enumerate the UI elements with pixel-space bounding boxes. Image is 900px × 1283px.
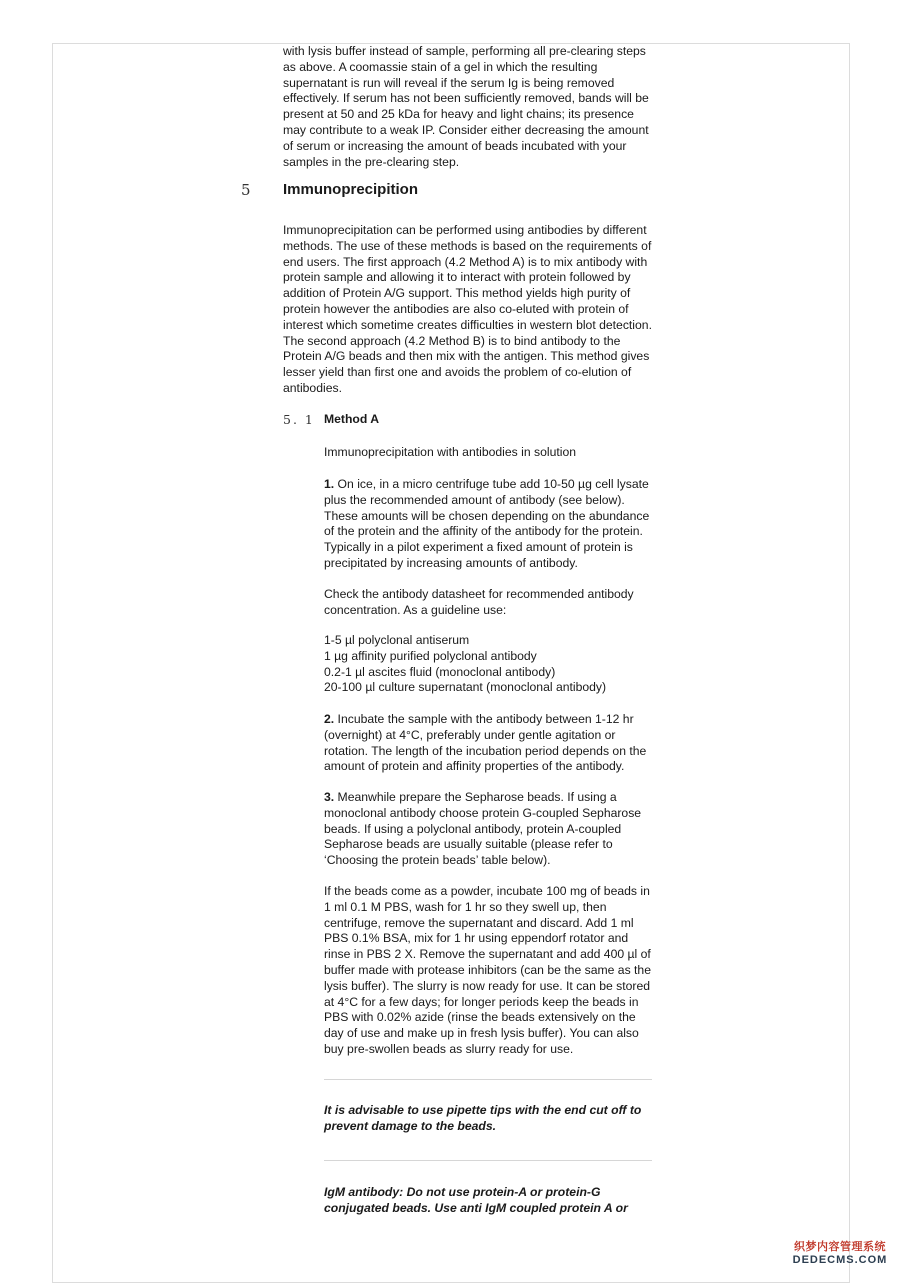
powder-instructions: If the beads come as a powder, incubate 100 mg of beads in 1 ml 0.1 M PBS, wash for 1 hr so they swell up, then centrifuge, remove the supernatant and discard. Add 1 ml PBS 0.1% BSA, mix for 1 hr using eppendorf rotator and rinse in PBS 2 X. Remove the supernatant and add 400 µl of buffer made with protease inhibitors (can be the same as the lysis buffer). The slurry is now ready for use. It can be stored at 4°C for a few days; for longer periods keep the beads in PBS with 0.02% azide (rinse the beads extensively on the day of use and make up in fresh lysis buffer). You can also buy pre-swollen beads as slurry ready for use. xyxy=(324,884,651,1056)
section-number: 5 xyxy=(241,181,251,199)
guideline-item: 1-5 µl polyclonal antiserum xyxy=(324,633,470,647)
note-pipette-tips: It is advisable to use pipette tips with the end cut off to prevent damage to the beads. xyxy=(324,1103,642,1133)
step-3 xyxy=(324,790,654,869)
step-2 xyxy=(324,712,654,775)
divider xyxy=(324,1079,652,1080)
subsection-number: 5. 1 xyxy=(283,412,315,427)
guideline-list xyxy=(324,633,654,696)
watermark-bottom-text: DEDECMS.COM xyxy=(792,1254,888,1266)
top-paragraph: with lysis buffer instead of sample, performing all pre-clearing steps as above. A coomassie stain of a gel in which the resulting supernatant is run will reveal if the serum Ig is being removed effectively. If serum has not been sufficiently removed, bands will be present at 50 and 25 kDa for heavy and light chains; its presence may contribute to a weak IP. Consider either decreasing the amount of serum or increasing the amount of beads incubated with your samples in the pre-clearing step. xyxy=(283,44,649,169)
watermark-logo xyxy=(790,1241,890,1267)
subsection-subtitle: Immunoprecipitation with antibodies in solution xyxy=(324,445,577,459)
note-igm-antibody: IgM antibody: Do not use protein-A or protein-G conjugated beads. Use anti IgM coupled protein A or xyxy=(324,1185,628,1215)
step-2-number: 2. xyxy=(324,712,335,726)
step-2-text: Incubate the sample with the antibody between 1-12 hr (overnight) at 4°C, preferably under gentle agitation or rotation. The length of the incubation period depends on the amount of protein and affinity properties of the antibody. xyxy=(324,712,647,774)
guideline-item: 0.2-1 µl ascites fluid (monoclonal antibody) xyxy=(324,664,556,679)
step-1-text: On ice, in a micro centrifuge tube add 10-50 µg cell lysate plus the recommended amount of antibody (see below). These amounts will be chosen depending on the abundance of the protein and the affinity of the antibody for the protein. Typically in a pilot experiment a fixed amount of protein is precipitated by increasing amounts of antibody. xyxy=(324,477,650,570)
step-1-number: 1. xyxy=(324,477,335,491)
divider xyxy=(324,1160,652,1161)
guideline-item: 1 µg affinity purified polyclonal antibody xyxy=(324,648,537,663)
watermark-top-text: 织梦内容管理系统 xyxy=(794,1241,886,1253)
section-intro: Immunoprecipitation can be performed using antibodies by different methods. The use of these methods is based on the requirements of end users. The first approach (4.2 Method A) is to mix antibody with protein sample and allowing it to interact with protein followed by addition of Protein A/G support. This method yields high purity of protein however the antibodies are also co-eluted with protein of interest which sometime creates difficulties in western blot detection. The second approach (4.2 Method B) is to bind antibody to the Protein A/G beads and then mix with the antigen. This method gives lesser yield than first one and avoids the problem of co-elution of antibodies. xyxy=(283,223,652,395)
check-datasheet-text: Check the antibody datasheet for recommended antibody concentration. As a guideline use: xyxy=(324,587,634,617)
step-3-number: 3. xyxy=(324,790,335,804)
section-title: Immunoprecipition xyxy=(283,181,418,198)
step-3-text: Meanwhile prepare the Sepharose beads. If using a monoclonal antibody choose protein G-coupled Sepharose beads. If using a polyclonal antibody, protein A-coupled Sepharose beads are usually suitable (please refer to ‘Choosing the protein beads’ table below). xyxy=(324,790,642,868)
guideline-item: 20-100 µl culture supernatant (monoclonal antibody) xyxy=(324,680,607,695)
subsection-title: Method A xyxy=(324,412,380,426)
step-1 xyxy=(324,477,654,572)
